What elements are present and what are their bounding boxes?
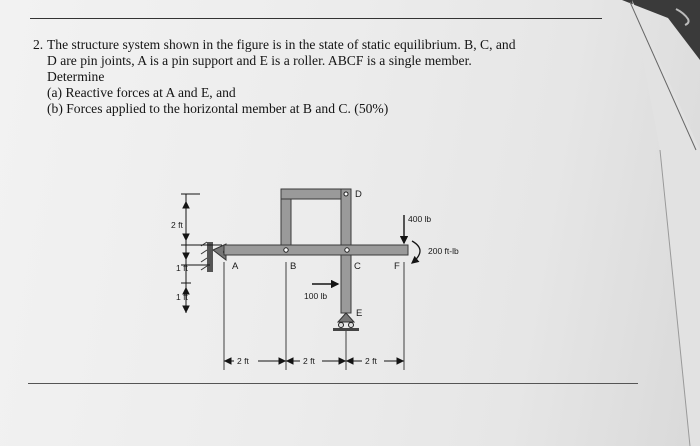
pin-b (284, 248, 288, 252)
bottom-rule (28, 383, 638, 384)
pin-c (345, 248, 349, 252)
problem-line-4: (a) Reactive forces at A and E, and (47, 85, 236, 100)
problem-number: 2. (33, 37, 44, 52)
dim-2ft-span-3: 2 ft (365, 356, 377, 366)
label-e: E (356, 308, 363, 319)
problem-line-5: (b) Forces applied to the horizontal member at B and C. (50%) (47, 101, 389, 116)
wall-support-hatch (201, 242, 213, 272)
column-ce (341, 255, 351, 313)
label-d: D (355, 189, 362, 200)
force-400-label: 400 lb (408, 214, 432, 224)
dim-1ft-upper: 1 ft (176, 263, 188, 273)
label-f: F (394, 261, 400, 272)
couple-label: 200 ft-lb (428, 246, 459, 256)
problem-line-3: Determine (47, 69, 105, 84)
dim-1ft-lower: 1 ft (176, 292, 188, 302)
force-100-label: 100 lb (304, 291, 328, 301)
couple-arrow (412, 241, 420, 263)
horizontal-member-abcf (224, 245, 408, 255)
label-b: B (290, 261, 297, 272)
dim-2ft-span-1: 2 ft (237, 356, 249, 366)
dim-2ft-vertical: 2 ft (171, 220, 183, 230)
problem-line-2: D are pin joints, A is a pin support and E is a roller. ABCF is a single member. (47, 53, 472, 68)
label-c: C (354, 261, 361, 272)
problem-line-1: The structure system shown in the figure is in the state of static equilibrium. B, C, and (47, 37, 516, 52)
label-a: A (232, 261, 239, 272)
dim-2ft-span-2: 2 ft (303, 356, 315, 366)
frame-bdc (281, 189, 351, 245)
extension-lines (224, 262, 404, 370)
